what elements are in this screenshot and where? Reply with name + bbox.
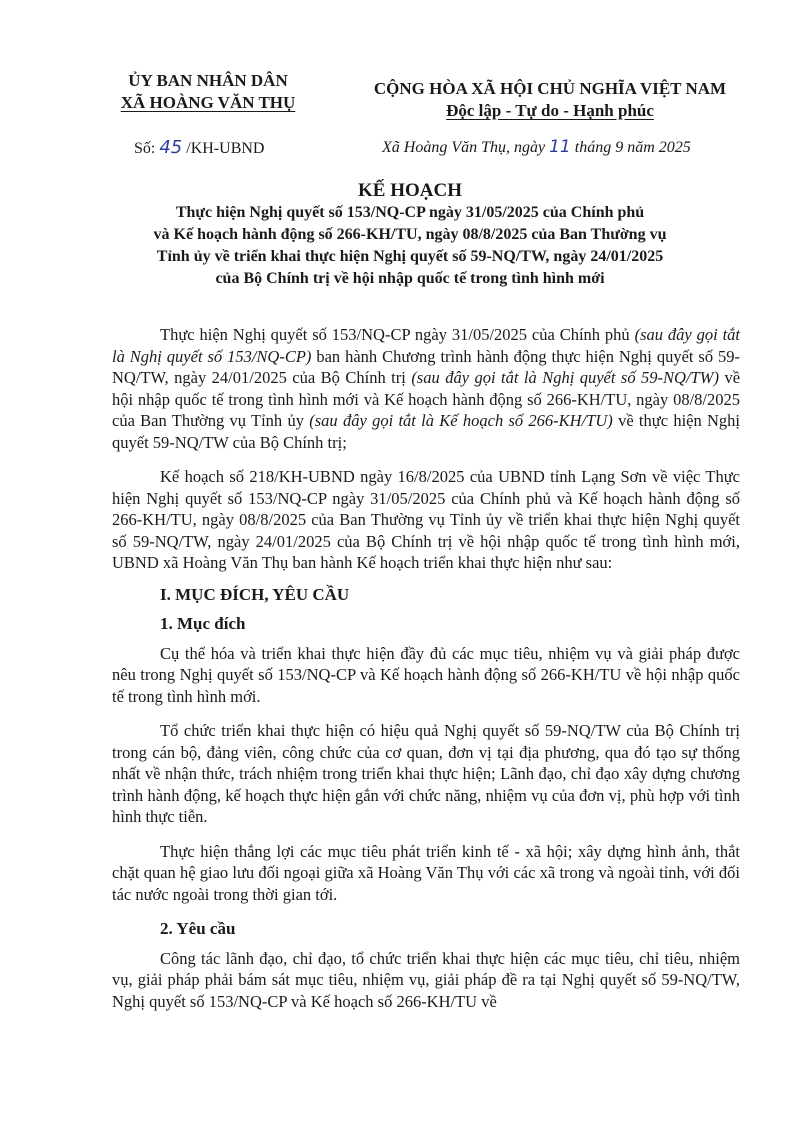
subtitle-line: Tỉnh ủy về triển khai thực hiện Nghị quyết số 59-NQ/TW, ngày 24/01/2025 (156, 248, 664, 265)
paragraph: Thực hiện thắng lợi các mục tiêu phát triển kinh tế - xã hội; xây dựng hình ảnh, thắt chặt quan hệ giao lưu đối ngoại giữa xã Hoàng Văn Thụ với các xã trong và ngoài tỉnh, với đối tác nước ngoài trong thời gian tới. (112, 841, 740, 904)
subtitle-line: và Kế hoạch hành động số 266-KH/TU, ngày 08/8/2025 của Ban Thường vụ (153, 226, 667, 243)
document-subtitle (120, 202, 700, 290)
doc-number-prefix: Số: (134, 140, 156, 157)
date-part-2: tháng 9 năm 2025 (574, 139, 691, 156)
date-day-handwritten: 11 (549, 137, 571, 157)
text-run: Thực hiện Nghị quyết số 153/NQ-CP ngày 31/05/2025 của Chính phủ (160, 325, 630, 344)
agency-line-1: ỦY BAN NHÂN DÂN (128, 71, 288, 90)
document-number (134, 137, 264, 158)
document-body (112, 324, 740, 1025)
motto-line-2: Độc lập - Tự do - Hạnh phúc (446, 101, 654, 120)
subsection-heading: 1. Mục đích (160, 614, 246, 633)
agency-line-2: XÃ HOÀNG VĂN THỤ (120, 93, 296, 112)
paragraph: Tổ chức triển khai thực hiện có hiệu quả Nghị quyết số 59-NQ/TW của Bộ Chính trị trong cán bộ, đảng viên, công chức của cơ quan, đơn vị tại địa phương, qua đó tạo sự thống nhất về nhận thức, trách nhiệm trong triển khai thực hiện; Lãnh đạo, chỉ đạo xây dựng chương trình hành động, kế hoạch thực hiện gắn với chức năng, nhiệm vụ của đơn vị, phù hợp với tình hình thực tiễn. (112, 721, 740, 826)
paragraph: Cụ thể hóa và triển khai thực hiện đầy đủ các mục tiêu, nhiệm vụ và giải pháp được nêu trong Nghị quyết số 153/NQ-CP và Kế hoạch hành động số 266-KH/TU về hội nhập quốc tế trong tình hình mới. (112, 643, 740, 706)
text-run-italic: (sau đây gọi tắt là Nghị quyết số 153/NQ-CP) (112, 325, 740, 366)
subtitle-line: của Bộ Chính trị về hội nhập quốc tế trong tình hình mới (215, 270, 605, 287)
text-run: về thực hiện Nghị quyết 59-NQ/TW của Bộ Chính trị; (112, 411, 741, 452)
doc-number-suffix: /KH-UBND (186, 140, 265, 157)
doc-number-handwritten: 45 (159, 137, 183, 158)
text-run-italic: (sau đây gọi tắt là Nghị quyết số 59-NQ/TW) (411, 368, 719, 387)
text-run: về hội nhập quốc tế trong tình hình mới và Kế hoạch hành động số 266-KH/TU, ngày 08/8/2025 của Ban Thường vụ Tỉnh ủy (112, 368, 741, 430)
section-heading: I. MỤC ĐÍCH, YÊU CẦU (160, 584, 350, 604)
document-title: KẾ HOẠCH (358, 180, 462, 201)
subtitle-line: Thực hiện Nghị quyết số 153/NQ-CP ngày 31/05/2025 của Chính phủ (175, 204, 645, 221)
issuing-agency (108, 70, 308, 114)
text-run: ban hành Chương trình hành động thực hiện Nghị quyết số 59-NQ/TW, ngày 24/01/2025 của Bộ Chính trị (112, 346, 741, 387)
document-date (382, 137, 691, 157)
date-part-1: Xã Hoàng Văn Thụ, ngày (382, 139, 546, 156)
intro-paragraph-2: Kế hoạch số 218/KH-UBND ngày 16/8/2025 của UBND tỉnh Lạng Sơn về việc Thực hiện Nghị quyết số 153/NQ-CP ngày 31/05/2025 của Chính phủ và Kế hoạch hành động số 266-KH/TU, ngày 08/8/2025 của Ban Thường vụ Tỉnh ủy về triển khai thực hiện Nghị quyết số 59-NQ/TW, ngày 24/01/2025 của Bộ Chính trị về hội nhập quốc tế trong tình hình mới, UBND xã Hoàng Văn Thụ ban hành Kế hoạch triển khai thực hiện như sau: (112, 467, 740, 572)
intro-paragraph-1 (112, 324, 740, 453)
national-motto (340, 78, 760, 122)
paragraph: Công tác lãnh đạo, chỉ đạo, tổ chức triển khai thực hiện các mục tiêu, chỉ tiêu, nhiệm vụ, giải pháp phải bám sát mục tiêu, nhiệm vụ, giải pháp đề ra tại Nghị quyết số 59-NQ/TW, Nghị quyết số 153/NQ-CP và Kế hoạch số 266-KH/TU về (112, 948, 740, 1011)
text-run-italic: (sau đây gọi tắt là Kế hoạch số 266-KH/TU) (309, 411, 613, 430)
motto-line-1: CỘNG HÒA XÃ HỘI CHỦ NGHĨA VIỆT NAM (373, 79, 727, 98)
subsection-heading: 2. Yêu cầu (160, 919, 236, 938)
